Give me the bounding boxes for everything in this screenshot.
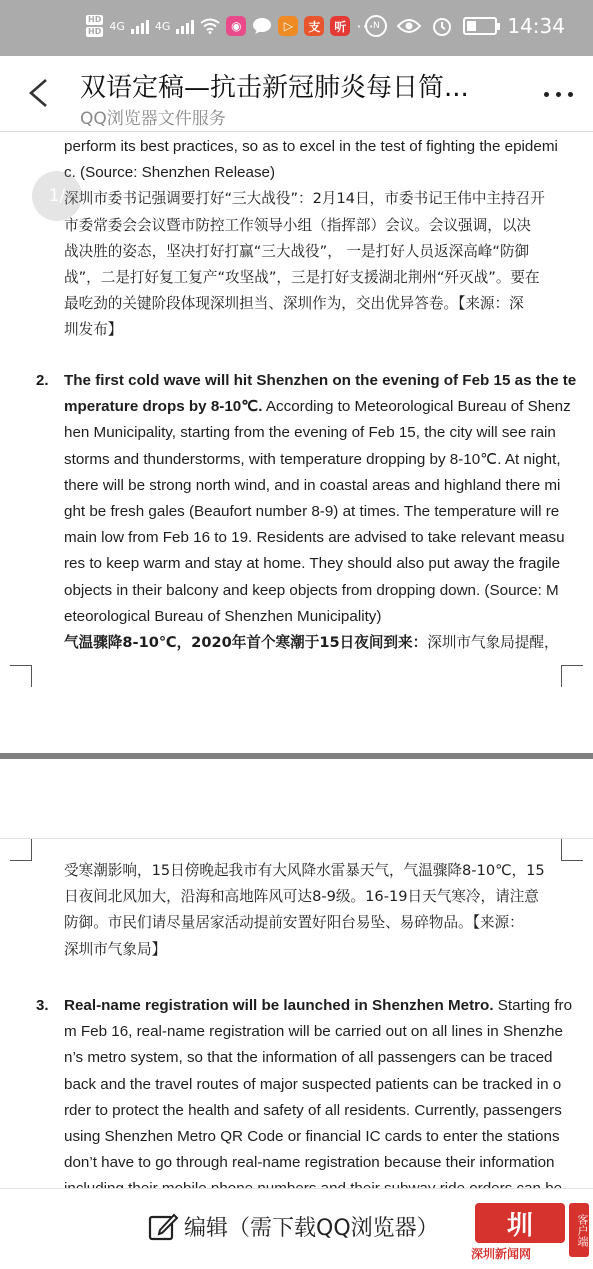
body-text: main low from Feb 16 to 19. Residents are advised to take relevant measu (64, 529, 565, 547)
item-number: 2. (36, 372, 49, 389)
watermark-text: 深圳新闻网 (471, 1247, 532, 1261)
body-text: hen Municipality, starting from the evening of Feb 15, the city will see rain (64, 424, 556, 442)
watermark-badge: 客户端 (569, 1203, 589, 1257)
bottom-bar (0, 1188, 593, 1269)
page-corner-mark (10, 839, 32, 861)
document-page (0, 839, 593, 1199)
body-text: back and the travel routes of major suspected patients can be tracked in o (64, 1075, 562, 1093)
text-line: 战决胜的姿态，坚决打好打赢“三大战役”， 一是打好人员返深高峰“防御 (64, 242, 530, 260)
listen-icon: 听 (330, 16, 350, 36)
text-line (64, 476, 560, 496)
text-line: 市委常委会会议暨市防控工作领导小组（指挥部）会议。会议强调，以决 (64, 216, 532, 234)
body-text: eteorological Bureau of Shenzhen Municipality) (64, 607, 382, 625)
hd-indicator (86, 14, 103, 38)
text-line (64, 633, 559, 653)
body-text: storms and thunderstorms, with temperature dropping by 8-10℃. At night, (64, 450, 561, 468)
text-line (64, 1075, 561, 1095)
clock: 14:34 (507, 14, 565, 38)
hd-label: HD (88, 27, 102, 36)
body-text: don’t have to go through real-name registration because their information (64, 1154, 555, 1172)
document-page (0, 133, 593, 753)
battery-level (467, 21, 476, 31)
network-type: 4G (109, 19, 125, 33)
network-type: 4G (154, 19, 171, 33)
text-line: 深圳市委书记强调要打好“三大战役”：2月14日，市委书记王伟中主持召开 (64, 190, 545, 208)
body-text: using Shenzhen Metro QR Code or financial IC cards to enter the stations (64, 1128, 560, 1145)
text-line (64, 996, 572, 1016)
text-line (64, 502, 559, 522)
bold-headline: Real-name registration will be launched in Shenzhen Metro. (64, 997, 494, 1014)
more-options-icon[interactable] (544, 92, 573, 97)
text-line (64, 1153, 555, 1173)
text-line: 防御。市民们请尽量居家活动提前安置好阳台易坠、易碎物品。【来源： (64, 914, 524, 932)
document-viewer[interactable] (0, 133, 593, 1188)
bold-headline: The first cold wave will hit Shenzhen on the evening of Feb 15 as the te (64, 372, 577, 389)
wifi-icon (200, 18, 220, 34)
title-bar (0, 56, 593, 132)
body-text: m Feb 16, real-name registration will be carried out on all lines in Shenzhe (64, 1023, 563, 1041)
hd-label: HD (88, 15, 102, 24)
edit-button-label: 编辑（需下载QQ浏览器） (184, 1216, 439, 1241)
body-text: rder to protect the health and safety of all residents. Currently, passengers (64, 1101, 562, 1119)
document-title: 双语定稿—抗击新冠肺炎每日简... (80, 73, 469, 103)
text-line: perform its best practices, so as to excel in the test of fighting the epidemi (64, 138, 558, 155)
document-source: QQ浏览器文件服务 (80, 109, 226, 129)
page-corner-mark (561, 665, 583, 687)
item-number: 3. (36, 997, 49, 1014)
text-line: 圳发布】 (64, 321, 123, 339)
body-text: 深圳市气象局提醒， (427, 634, 559, 651)
text-line (64, 581, 559, 601)
page-indicator: 1/ (32, 171, 82, 221)
page-corner-mark (561, 839, 583, 861)
body-text: ght be fresh gales (Beaufort number 8-9) at times. The temperature will re (64, 503, 560, 520)
body-text: n’s metro system, so that the information of all passengers can be traced (64, 1049, 553, 1067)
page-corner-mark (10, 665, 32, 687)
eye-icon (397, 17, 421, 35)
text-line: 战”，二是打好复工复产“攻坚战”，三是打好支援湖北荆州“歼灭战”。要在 (64, 269, 540, 286)
status-bar (0, 0, 593, 56)
chat-bubble-icon (252, 17, 272, 35)
body-text: According to Meteorological Bureau of Shenz (262, 398, 571, 416)
status-left (86, 14, 375, 38)
text-line (64, 1048, 553, 1068)
edit-button[interactable] (148, 1211, 439, 1242)
video-app-icon: ▷ (278, 16, 298, 36)
body-text: objects in their balcony and keep objects from dropping down. (Source: M (64, 581, 559, 599)
text-line (64, 554, 560, 574)
body-text: there will be strong north wind, and in coastal areas and highland there mi (64, 476, 561, 494)
bold-headline: 气温骤降8-10℃，2020年首个寒潮于15日夜间到来： (64, 634, 428, 651)
signal-icon (131, 18, 149, 34)
text-line (64, 371, 576, 391)
bold-headline: mperature drops by 8-10℃. (64, 398, 263, 416)
edit-icon (148, 1212, 178, 1242)
more-notifications-icon: ··· (356, 16, 375, 36)
watermark-logo: 圳 (475, 1203, 565, 1243)
text-line (64, 397, 571, 417)
text-line: 深圳市气象局】 (64, 940, 167, 958)
battery-icon (463, 17, 497, 35)
text-line: 受寒潮影响，15日傍晚起我市有大风降水雷暴天气，气温骤降8-10℃，15 (64, 862, 545, 879)
text-line (64, 450, 561, 470)
text-line (64, 1127, 560, 1147)
text-line (64, 607, 381, 627)
body-text: res to keep warm and stay at home. They should also put away the fragile (64, 555, 561, 573)
text-line (64, 528, 565, 548)
text-line: 日夜间北风加大，沿海和高地阵风可达8-9级。16-19日天气寒冷，请注意 (64, 888, 539, 906)
browser-app-icon: ◉ (226, 16, 246, 36)
body-text: Starting fro (493, 997, 573, 1014)
watermark (471, 1203, 589, 1259)
text-line (64, 1101, 562, 1121)
nfc-icon: N (365, 15, 387, 37)
status-right (365, 14, 565, 38)
alarm-icon (431, 15, 453, 37)
text-line: c. (Source: Shenzhen Release) (64, 164, 276, 182)
back-arrow-icon[interactable] (26, 78, 50, 108)
page-separator (0, 753, 593, 839)
text-line: 最吃劲的关键阶段体现深圳担当、深圳作为，交出优异答卷。【来源：深 (64, 295, 524, 313)
text-line (64, 423, 556, 443)
text-line (64, 1022, 563, 1042)
signal-icon (176, 18, 194, 34)
alipay-icon: 支 (304, 16, 324, 36)
